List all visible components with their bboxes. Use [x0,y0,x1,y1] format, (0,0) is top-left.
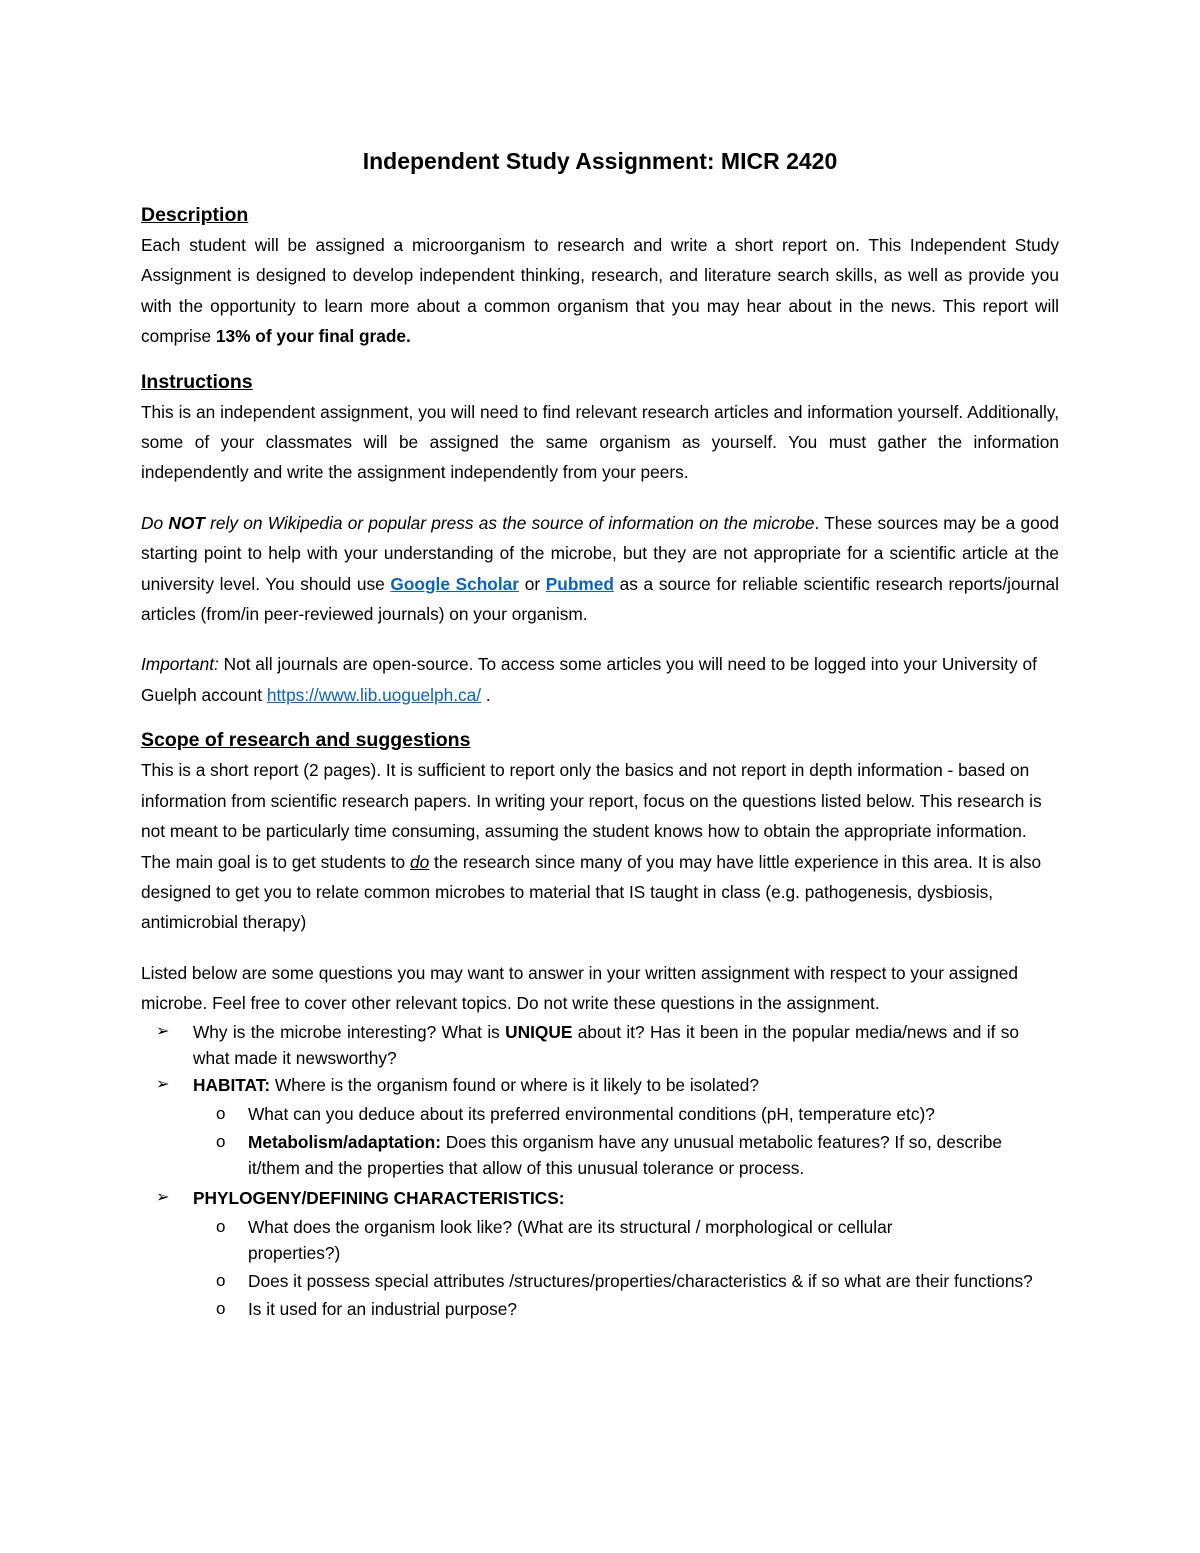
circle-bullet-icon: o [216,1103,226,1123]
q2-sub2-text: Does this organism have any unusual metabolic features? If so, describe it/them and the properties that allow of this unusual tolerance or process. [248,1131,1002,1178]
q3-sub1-text: What does the organism look like? (What are its structural / morphological or cellular properties?) [248,1216,893,1263]
question-interesting [141,1019,1059,1071]
q3-sub3-text: Is it used for an industrial purpose? [248,1298,517,1319]
scope-paragraph-2: Listed below are some questions you may want to answer in your written assignment with respect to your assigned microbe. Feel free to cover other relevant topics. Do not write these questions in the assignment. [141,962,1018,1014]
q3-label: PHYLOGENY/DEFINING CHARACTERISTICS: [193,1187,565,1208]
sources-text: . These sources may be a good starting point to help with your understanding of the microbe, but they are not appropriate for a scientific article at the university level. You should use [141,512,1059,594]
instructions-paragraph-2 [141,508,1059,630]
instructions-paragraph-3 [141,649,1059,710]
habitat-sublist [141,1101,1059,1181]
grade-weight-text: 13% of your final grade. [215,326,411,347]
q2-sub2-label: Metabolism/adaptation: [248,1131,441,1152]
warning-text-b: rely on Wikipedia or popular press as the source of information on the microbe [204,512,815,533]
scope-text-a: This is a short report (2 pages). It is sufficient to report only the basics and not report in depth information - based on information from scientific research papers. In writing your report, focus on the questions listed below. This research is not meant to be particularly time consuming, assuming the student knows how to obtain the appropriate information. The main goal is to get students to [141,760,1042,872]
or-text: or [519,573,546,594]
q1-unique: UNIQUE [505,1021,573,1042]
circle-bullet-icon: o [216,1298,226,1318]
instructions-paragraph-1: This is an independent assignment, you will need to find relevant research articles and information yourself. Additionally, some of your classmates will be assigned the same organism as yourself. You must gather the information independently and write the assignment independently from your peers. [141,401,1059,483]
sources-text-end: as a source for reliable scientific research reports/journal articles (from/in peer-reviewed journals) on your organism. [141,573,1060,625]
questions-list [141,1019,1059,1322]
scope-text-b: the research since many of you may have little experience in this area. It is also designed to get you to relate common microbes to material that IS taught in class (e.g. pathogenesis, dysbiosis, antimicrobial therapy) [141,851,1042,933]
phylogeny-sub-morphology [141,1214,1059,1266]
q1-text-b: about it? Has it been in the popular media/news and if so what made it newsworthy? [193,1021,1020,1068]
warning-not: NOT [168,512,205,533]
library-link[interactable]: https://www.lib.uoguelph.ca/ [266,684,482,705]
warning-text-a: Do [141,512,169,533]
question-habitat [141,1072,1059,1181]
habitat-sub-metabolism [141,1129,1059,1181]
arrow-bullet-icon: ➢ [156,1188,170,1206]
q1-text-a: Why is the microbe interesting? What is [193,1021,506,1042]
instructions-heading: Instructions [141,370,253,393]
arrow-bullet-icon: ➢ [156,1022,170,1040]
q3-sub2-text: Does it possess special attributes /structures/properties/characteristics & if so what are their functions? [248,1270,1033,1291]
circle-bullet-icon: o [216,1216,226,1236]
important-label: Important: [141,654,219,675]
access-text-end: . [481,684,491,705]
access-text: Not all journals are open-source. To access some articles you will need to be logged into your University of Guelph account [141,654,1037,705]
scope-heading: Scope of research and suggestions [141,729,471,752]
page-title: Independent Study Assignment: MICR 2420 [362,148,838,174]
q2-label: HABITAT: [193,1074,271,1095]
arrow-bullet-icon: ➢ [156,1075,170,1093]
scope-paragraph-1 [141,755,1059,937]
circle-bullet-icon: o [216,1270,226,1290]
circle-bullet-icon: o [216,1131,226,1151]
description-paragraph [141,230,1059,352]
description-text: Each student will be assigned a microorganism to research and write a short report on. This Independent Study Assignment is designed to develop independent thinking, research, and literature search skills, as well as provide you with the opportunity to learn more about a common organism that you may hear about in the news. This report will comprise [141,235,1059,347]
q2-sub1-text: What can you deduce about its preferred environmental conditions (pH, temperature etc)? [248,1103,935,1124]
wikipedia-warning [141,513,814,533]
pubmed-link[interactable]: Pubmed [545,573,614,594]
phylogeny-sub-industrial [141,1296,1059,1322]
document-body [141,200,1059,1324]
google-scholar-link[interactable]: Google Scholar [390,573,520,594]
q2-text: Where is the organism found or where is it likely to be isolated? [270,1074,760,1095]
question-phylogeny [141,1185,1059,1322]
phylogeny-sublist [141,1214,1059,1322]
phylogeny-sub-attributes [141,1268,1059,1294]
description-heading: Description [141,204,249,226]
habitat-sub-conditions [141,1101,1059,1127]
do-emphasis: do [409,851,430,872]
